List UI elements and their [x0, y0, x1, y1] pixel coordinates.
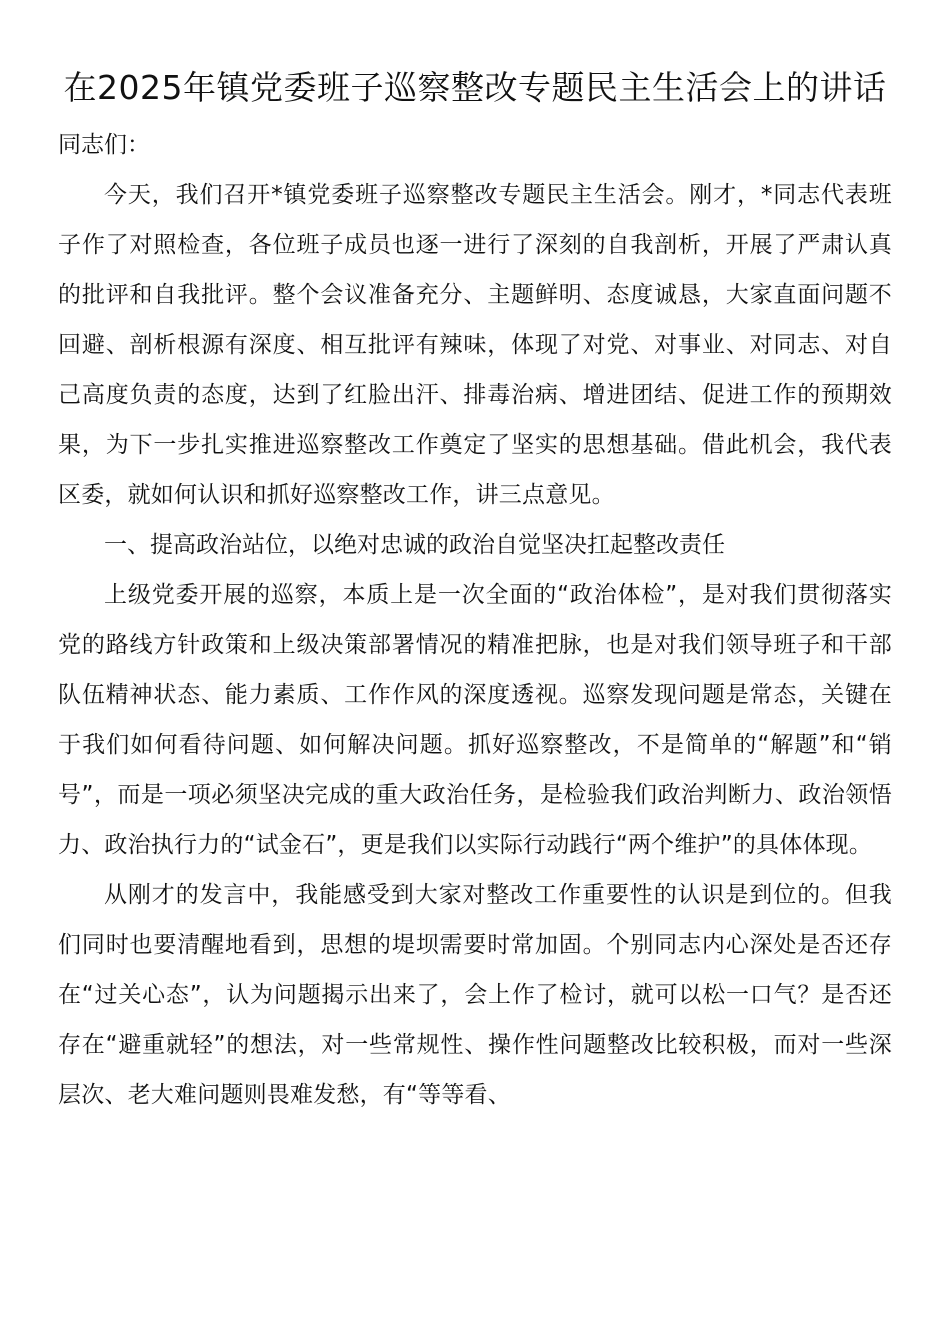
section-paragraph-1: 上级党委开展的巡察，本质上是一次全面的“政治体检”，是对我们贯彻落实党的路线方针政策和上级决策部署情况的精准把脉，也是对我们领导班子和干部队伍精神状态、能力素质、工作作风的深度透视。巡察发现问题是常态，关键在于我们如何看待问题、如何解决问题。抓好巡察整改，不是简单的“解题”和“销号”，而是一项必须坚决完成的重大政治任务，是检验我们政治判断力、政治领悟力、政治执行力的“试金石”，更是我们以实际行动践行“两个维护”的具体体现。 [58, 582, 892, 858]
document-title: 在2025年镇党委班子巡察整改专题民主生活会上的讲话 [63, 68, 887, 107]
salutation: 同志们： [58, 132, 150, 158]
document-page [58, 62, 892, 1120]
section-paragraph-2: 从刚才的发言中，我能感受到大家对整改工作重要性的认识是到位的。但我们同时也要清醒地看到，思想的堤坝需要时常加固。个别同志内心深处是否还存在“过关心态”，认为问题揭示出来了，会上作了检讨，就可以松一口气？是否还存在“避重就轻”的想法，对一些常规性、操作性问题整改比较积极，而对一些深层次、老大难问题则畏难发愁，有“等等看、 [58, 882, 892, 1108]
section-heading-1: 一、提高政治站位，以绝对忠诚的政治自觉坚决扛起整改责任 [104, 532, 725, 558]
opening-paragraph: 今天，我们召开*镇党委班子巡察整改专题民主生活会。刚才，*同志代表班子作了对照检查，各位班子成员也逐一进行了深刻的自我剖析，开展了严肃认真的批评和自我批评。整个会议准备充分、主题鲜明、态度诚恳，大家直面问题不回避、剖析根源有深度、相互批评有辣味，体现了对党、对事业、对同志、对自己高度负责的态度，达到了红脸出汗、排毒治病、增进团结、促进工作的预期效果，为下一步扎实推进巡察整改工作奠定了坚实的思想基础。借此机会，我代表区委，就如何认识和抓好巡察整改工作，讲三点意见。 [58, 182, 892, 508]
